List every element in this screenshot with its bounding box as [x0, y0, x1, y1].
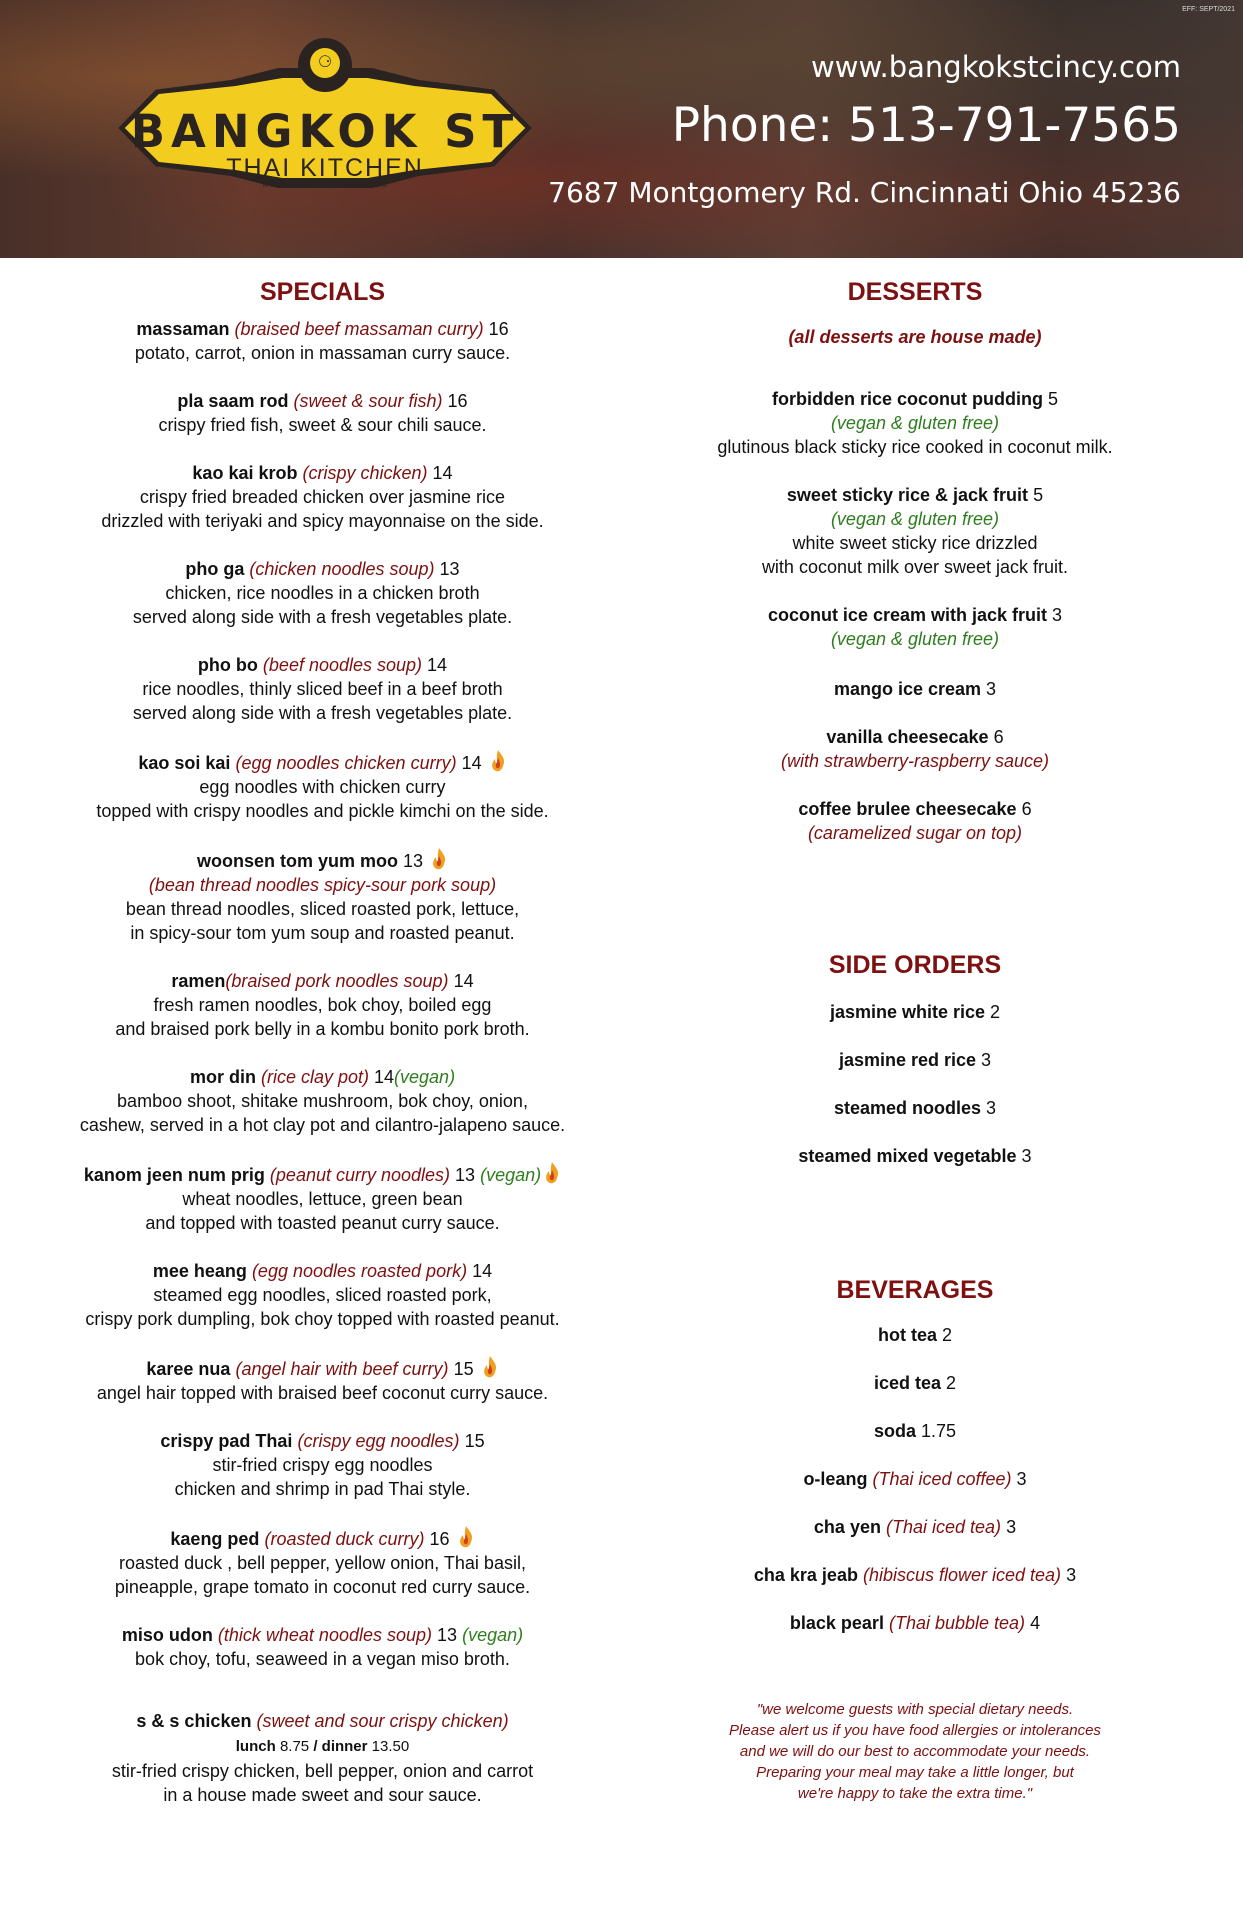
item-name: karee nua — [146, 1359, 231, 1379]
item-desc: chicken and shrimp in pad Thai style. — [174, 1479, 471, 1499]
phone-number[interactable]: Phone: 513-791-7565 — [671, 98, 1181, 153]
item-price: 16 — [429, 1529, 450, 1549]
item-desc: egg noodles with chicken curry — [199, 777, 446, 797]
menu-item-ss-chicken — [45, 1709, 600, 1807]
item-price: 6 — [1021, 799, 1032, 819]
beverage-cha-yen — [655, 1515, 1175, 1539]
item-price: 4 — [1030, 1613, 1041, 1633]
beverage-hot-tea — [655, 1323, 1175, 1347]
item-desc: bean thread noodles, sliced roasted pork, lettuce, — [125, 899, 520, 919]
specials-section — [45, 258, 600, 1807]
item-name: s & s chicken — [136, 1711, 252, 1731]
item-price: 3 — [981, 1050, 992, 1070]
item-translation: (chicken noodles soup) — [249, 559, 435, 579]
menu-item-mor-din — [45, 1065, 600, 1137]
item-translation: (egg noodles chicken curry) — [235, 753, 457, 773]
note-line: Preparing your meal may take a little longer, but — [756, 1764, 1074, 1781]
item-price: 2 — [990, 1002, 1001, 1022]
item-desc: in spicy-sour tom yum soup and roasted peanut. — [130, 923, 515, 943]
item-name: forbidden rice coconut pudding — [771, 389, 1043, 409]
item-name: black pearl — [789, 1613, 884, 1633]
beverage-cha-kra-jeab — [655, 1563, 1175, 1587]
item-name: coconut ice cream with jack fruit — [767, 605, 1048, 625]
item-name: steamed mixed vegetable — [798, 1146, 1017, 1166]
item-price: 6 — [993, 727, 1004, 747]
note-line: and we will do our best to accommodate your needs. — [739, 1743, 1091, 1760]
item-price: 15 — [464, 1431, 485, 1451]
restaurant-logo — [90, 30, 560, 230]
spicy-flame-icon — [481, 1355, 499, 1379]
dessert-coffee-brulee-cheesecake — [655, 797, 1175, 845]
item-desc: drizzled with teriyaki and spicy mayonnaise on the side. — [101, 511, 544, 531]
item-translation: (Thai iced tea) — [885, 1517, 1002, 1537]
item-desc: stir-fried crispy chicken, bell pepper, onion and carrot — [111, 1761, 534, 1781]
logo-title: BANGKOK ST — [130, 105, 520, 158]
item-desc: crispy fried fish, sweet & sour chili sauce. — [158, 415, 487, 435]
item-price: 13 — [455, 1165, 476, 1185]
item-desc: white sweet sticky rice drizzled — [792, 533, 1038, 553]
vegan-tag: (vegan & gluten free) — [830, 413, 1000, 433]
menu-item-kanom-jeen-num-prig — [45, 1161, 600, 1235]
menu-item-woonsen-tom-yum-moo — [45, 847, 600, 945]
item-translation: (egg noodles roasted pork) — [251, 1261, 468, 1281]
spicy-flame-icon — [543, 1161, 561, 1185]
item-translation: (beef noodles soup) — [262, 655, 423, 675]
vegan-tag: (vegan & gluten free) — [830, 629, 1000, 649]
specials-heading: SPECIALS — [259, 278, 386, 306]
menu-item-pla-saam-rod — [45, 389, 600, 437]
item-price: 5 — [1047, 389, 1058, 409]
desserts-note: (all desserts are house made) — [788, 327, 1042, 347]
note-line: Please alert us if you have food allergies or intolerances — [729, 1722, 1101, 1739]
vegan-tag: (vegan & gluten free) — [830, 509, 1000, 529]
item-name: pla saam rod — [177, 391, 289, 411]
vegan-tag: (vegan) — [394, 1067, 456, 1087]
item-desc: crispy fried breaded chicken over jasmine rice — [139, 487, 506, 507]
item-desc: with coconut milk over sweet jack fruit. — [761, 557, 1069, 577]
item-name: pho bo — [197, 655, 258, 675]
item-desc: angel hair topped with braised beef coconut curry sauce. — [96, 1383, 549, 1403]
right-column — [655, 258, 1175, 1804]
note-line: "we welcome guests with special dietary needs. — [756, 1701, 1074, 1718]
spicy-flame-icon — [457, 1525, 475, 1549]
spicy-flame-icon — [430, 847, 448, 871]
item-translation: (angel hair with beef curry) — [235, 1359, 449, 1379]
item-name: soda — [873, 1421, 916, 1441]
item-price: 13 — [437, 1625, 458, 1645]
spicy-flame-icon — [489, 749, 507, 773]
item-translation: (sweet & sour fish) — [293, 391, 443, 411]
item-name: kanom jeen num prig — [83, 1165, 265, 1185]
website-link[interactable]: www.bangkokstcincy.com — [811, 50, 1181, 84]
item-desc: roasted duck , bell pepper, yellow onion, Thai basil, — [119, 1553, 526, 1573]
item-translation: (hibiscus flower iced tea) — [862, 1565, 1062, 1585]
item-translation: (bean thread noodles spicy-sour pork soup) — [148, 875, 497, 895]
item-desc: fresh ramen noodles, bok choy, boiled egg — [153, 995, 492, 1015]
logo-url: WWW.BANGKOKSTCINCY.COM — [261, 182, 389, 189]
item-name: kao soi kai — [138, 753, 231, 773]
side-jasmine-white-rice — [655, 1000, 1175, 1024]
item-name: miso udon — [121, 1625, 213, 1645]
item-name: mee heang — [152, 1261, 247, 1281]
item-translation: (thick wheat noodles soup) — [217, 1625, 433, 1645]
item-desc: steamed egg noodles, sliced roasted pork, — [153, 1285, 492, 1305]
menu-item-karee-nua — [45, 1355, 600, 1405]
side-jasmine-red-rice — [655, 1048, 1175, 1072]
item-price: 13 — [439, 559, 460, 579]
item-translation: (sweet and sour crispy chicken) — [256, 1711, 509, 1731]
dessert-mango-ice-cream — [655, 677, 1175, 701]
item-price: 14 — [427, 655, 448, 675]
item-price: 13 — [402, 851, 424, 871]
dessert-vanilla-cheesecake — [655, 725, 1175, 773]
address: 7687 Montgomery Rd. Cincinnati Ohio 45236 — [548, 176, 1181, 209]
item-name: pho ga — [185, 559, 245, 579]
item-translation: (with strawberry-raspberry sauce) — [780, 751, 1050, 771]
logo-subtitle: THAI KITCHEN — [226, 154, 424, 182]
dessert-forbidden-rice-pudding — [655, 387, 1175, 459]
item-name: sweet sticky rice & jack fruit — [786, 485, 1029, 505]
item-price: 3 — [1021, 1146, 1032, 1166]
item-price: 3 — [1052, 605, 1063, 625]
item-name: ramen — [171, 971, 226, 991]
beverage-o-leang — [655, 1467, 1175, 1491]
menu-item-pho-bo — [45, 653, 600, 725]
item-translation: (peanut curry noodles) — [269, 1165, 451, 1185]
item-name: coffee brulee cheesecake — [798, 799, 1017, 819]
effective-date: EFF: SEPT/2021 — [1182, 6, 1235, 13]
item-desc: wheat noodles, lettuce, green bean — [182, 1189, 463, 1209]
item-desc: and topped with toasted peanut curry sauce. — [145, 1213, 500, 1233]
vegan-tag: (vegan) — [462, 1625, 524, 1645]
dietary-needs-note — [655, 1699, 1175, 1804]
item-price: 14 — [453, 971, 474, 991]
item-desc: cashew, served in a hot clay pot and cilantro-jalapeno sauce. — [79, 1115, 566, 1135]
item-name: massaman — [136, 319, 230, 339]
item-translation: (caramelized sugar on top) — [807, 823, 1023, 843]
item-desc: potato, carrot, onion in massaman curry sauce. — [134, 343, 511, 363]
tuk-tuk-icon: ⚆ — [310, 48, 340, 78]
item-name: jasmine white rice — [829, 1002, 986, 1022]
item-translation: (roasted duck curry) — [264, 1529, 425, 1549]
item-desc: bok choy, tofu, seaweed in a vegan miso broth. — [135, 1649, 510, 1669]
item-name: jasmine red rice — [838, 1050, 977, 1070]
price-separator: / — [313, 1738, 318, 1755]
item-desc: chicken, rice noodles in a chicken broth — [165, 583, 480, 603]
item-translation: (braised pork noodles soup) — [225, 971, 449, 991]
menu-item-kao-kai-krob — [45, 461, 600, 533]
item-name: mango ice cream — [833, 679, 982, 699]
menu-item-miso-udon — [45, 1623, 600, 1671]
item-translation: (rice clay pot) — [260, 1067, 369, 1087]
item-desc: bamboo shoot, shitake mushroom, bok choy, onion, — [117, 1091, 528, 1111]
item-name: kao kai krob — [192, 463, 298, 483]
item-price: 3 — [1066, 1565, 1077, 1585]
item-price: 5 — [1033, 485, 1044, 505]
menu-item-mee-heang — [45, 1259, 600, 1331]
item-price: 15 — [453, 1359, 474, 1379]
item-price: 3 — [1016, 1469, 1027, 1489]
dessert-coconut-ice-cream — [655, 603, 1175, 651]
dessert-sticky-rice-jack-fruit — [655, 483, 1175, 579]
side-orders-heading: SIDE ORDERS — [828, 951, 1002, 979]
desserts-heading: DESSERTS — [847, 278, 983, 306]
item-desc: topped with crispy noodles and pickle kimchi on the side. — [96, 801, 549, 821]
item-name: kaeng ped — [170, 1529, 260, 1549]
side-steamed-noodles — [655, 1096, 1175, 1120]
item-price: 14 — [461, 753, 482, 773]
item-price: 3 — [1006, 1517, 1017, 1537]
side-steamed-mixed-vegetable — [655, 1144, 1175, 1168]
item-price: 3 — [986, 679, 997, 699]
item-price: 16 — [447, 391, 468, 411]
lunch-price: 8.75 — [279, 1738, 310, 1755]
item-price: 14 — [374, 1067, 395, 1087]
item-desc: served along side with a fresh vegetables plate. — [132, 703, 513, 723]
dinner-price: 13.50 — [371, 1738, 410, 1755]
beverage-black-pearl — [655, 1611, 1175, 1635]
item-name: iced tea — [873, 1373, 941, 1393]
item-translation: (braised beef massaman curry) — [234, 319, 484, 339]
item-name: hot tea — [877, 1325, 937, 1345]
item-desc: stir-fried crispy egg noodles — [212, 1455, 433, 1475]
lunch-dinner-prices — [236, 1738, 409, 1755]
item-price: 2 — [942, 1325, 953, 1345]
menu-item-ramen — [45, 969, 600, 1041]
item-name: crispy pad Thai — [160, 1431, 293, 1451]
item-translation: (crispy egg noodles) — [297, 1431, 460, 1451]
beverage-soda — [655, 1419, 1175, 1443]
item-name: vanilla cheesecake — [826, 727, 989, 747]
item-price: 14 — [432, 463, 453, 483]
item-translation: (Thai iced coffee) — [872, 1469, 1012, 1489]
vegan-tag: (vegan) — [480, 1165, 542, 1185]
item-price: 2 — [946, 1373, 957, 1393]
menu-item-crispy-pad-thai — [45, 1429, 600, 1501]
item-name: o-leang — [803, 1469, 868, 1489]
menu-item-kaeng-ped — [45, 1525, 600, 1599]
item-desc: glutinous black sticky rice cooked in coconut milk. — [717, 437, 1113, 457]
item-name: cha yen — [813, 1517, 881, 1537]
item-name: woonsen tom yum moo — [196, 851, 398, 871]
item-price: 1.75 — [920, 1421, 957, 1441]
beverage-iced-tea — [655, 1371, 1175, 1395]
menu-item-pho-ga — [45, 557, 600, 629]
item-desc: and braised pork belly in a kombu bonito pork broth. — [115, 1019, 530, 1039]
item-name: mor din — [189, 1067, 256, 1087]
item-desc: rice noodles, thinly sliced beef in a beef broth — [142, 679, 503, 699]
item-desc: crispy pork dumpling, bok choy topped with roasted peanut. — [85, 1309, 560, 1329]
item-desc: served along side with a fresh vegetables plate. — [132, 607, 513, 627]
dinner-label: dinner — [321, 1738, 368, 1755]
beverages-heading: BEVERAGES — [836, 1276, 994, 1304]
menu-item-kao-soi-kai — [45, 749, 600, 823]
item-price: 14 — [472, 1261, 493, 1281]
item-desc: pineapple, grape tomato in coconut red curry sauce. — [114, 1577, 531, 1597]
item-name: steamed noodles — [833, 1098, 981, 1118]
item-translation: (Thai bubble tea) — [888, 1613, 1026, 1633]
item-desc: in a house made sweet and sour sauce. — [163, 1785, 482, 1805]
menu-item-massaman — [45, 317, 600, 365]
lunch-label: lunch — [235, 1738, 276, 1755]
item-translation: (crispy chicken) — [302, 463, 428, 483]
header-banner — [0, 0, 1243, 258]
item-price: 3 — [986, 1098, 997, 1118]
item-name: cha kra jeab — [753, 1565, 858, 1585]
item-price: 16 — [488, 319, 509, 339]
note-line: we're happy to take the extra time." — [797, 1785, 1033, 1802]
